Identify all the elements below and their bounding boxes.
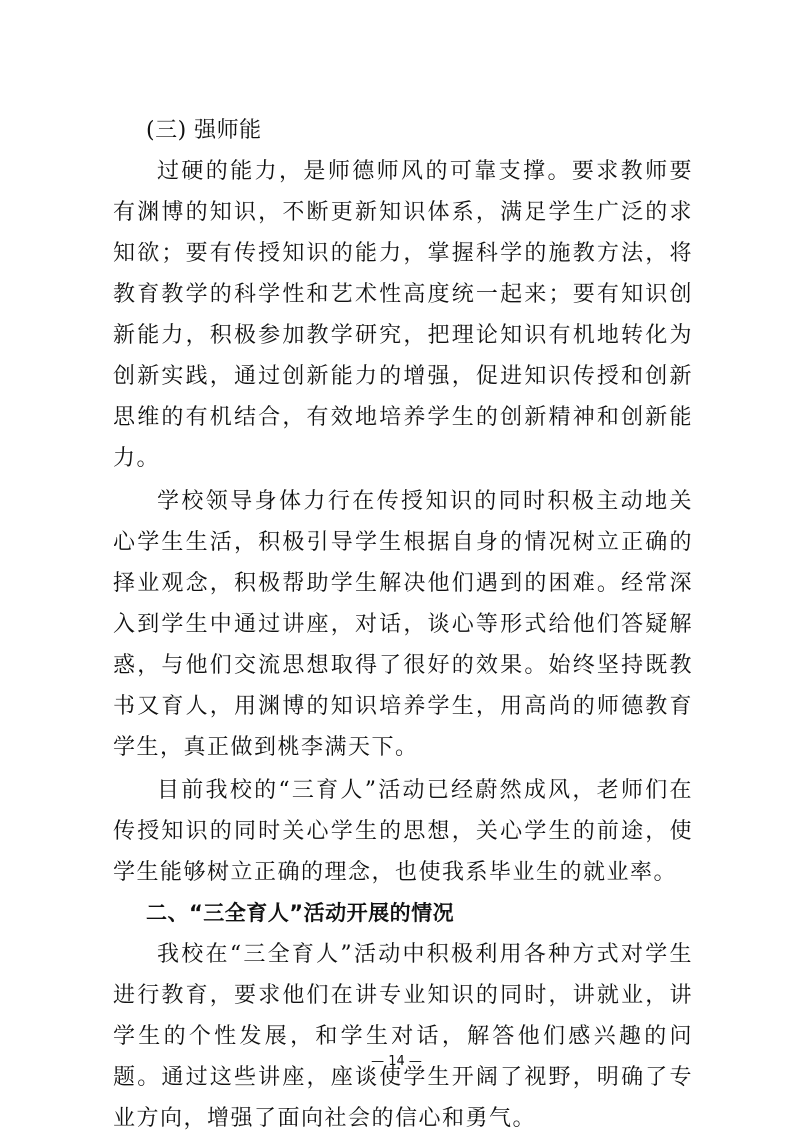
document-body (113, 110, 693, 1139)
paragraph-leadership: 学校领导身体力行在传授知识的同时积极主动地关心学生生活，积极引导学生根据自身的情况树立正确的择业观念，积极帮助学生解决他们遇到的困难。经常深入到学生中通过讲座，对话，谈心等形式给他们答疑解惑，与他们交流思想取得了很好的效果。始终坚持既教书又育人，用渊博的知识培养学生，用高尚的师德教育学生，真正做到桃李满天下。 (113, 489, 693, 760)
bold-section-heading: 二、“三全育人”活动开展的情况 (146, 901, 455, 925)
paragraph-abilities: 过硬的能力，是师德师风的可靠支撑。要求教师要有渊博的知识，不断更新知识体系，满足学生广泛的求知欲；要有传授知识的能力，掌握科学的施教方法，将教育教学的科学性和艺术性高度统一起来；要有知识创新能力，积极参加教学研究，把理论知识有机地转化为创新实践，通过创新能力的增强，促进知识传授和创新思维的有机结合，有效地培养学生的创新精神和创新能力。 (113, 159, 693, 471)
paragraph-activities: 我校在“三全育人”活动中积极利用各种方式对学生进行教育，要求他们在讲专业知识的同时，讲就业，讲学生的个性发展，和学生对话，解答他们感兴趣的问题。通过这些讲座，座谈使学生开阔了视野，明确了专业方向，增强了面向社会的信心和勇气。 (113, 942, 693, 1131)
paragraph-current-status: 目前我校的“三育人”活动已经蔚然成风，老师们在传授知识的同时关心学生的思想，关心学生的前途，使学生能够树立正确的理念，也使我系毕业生的就业率。 (113, 778, 693, 885)
section-heading: (三) 强师能 (146, 118, 262, 143)
page-number: — 14 — (371, 1054, 422, 1069)
